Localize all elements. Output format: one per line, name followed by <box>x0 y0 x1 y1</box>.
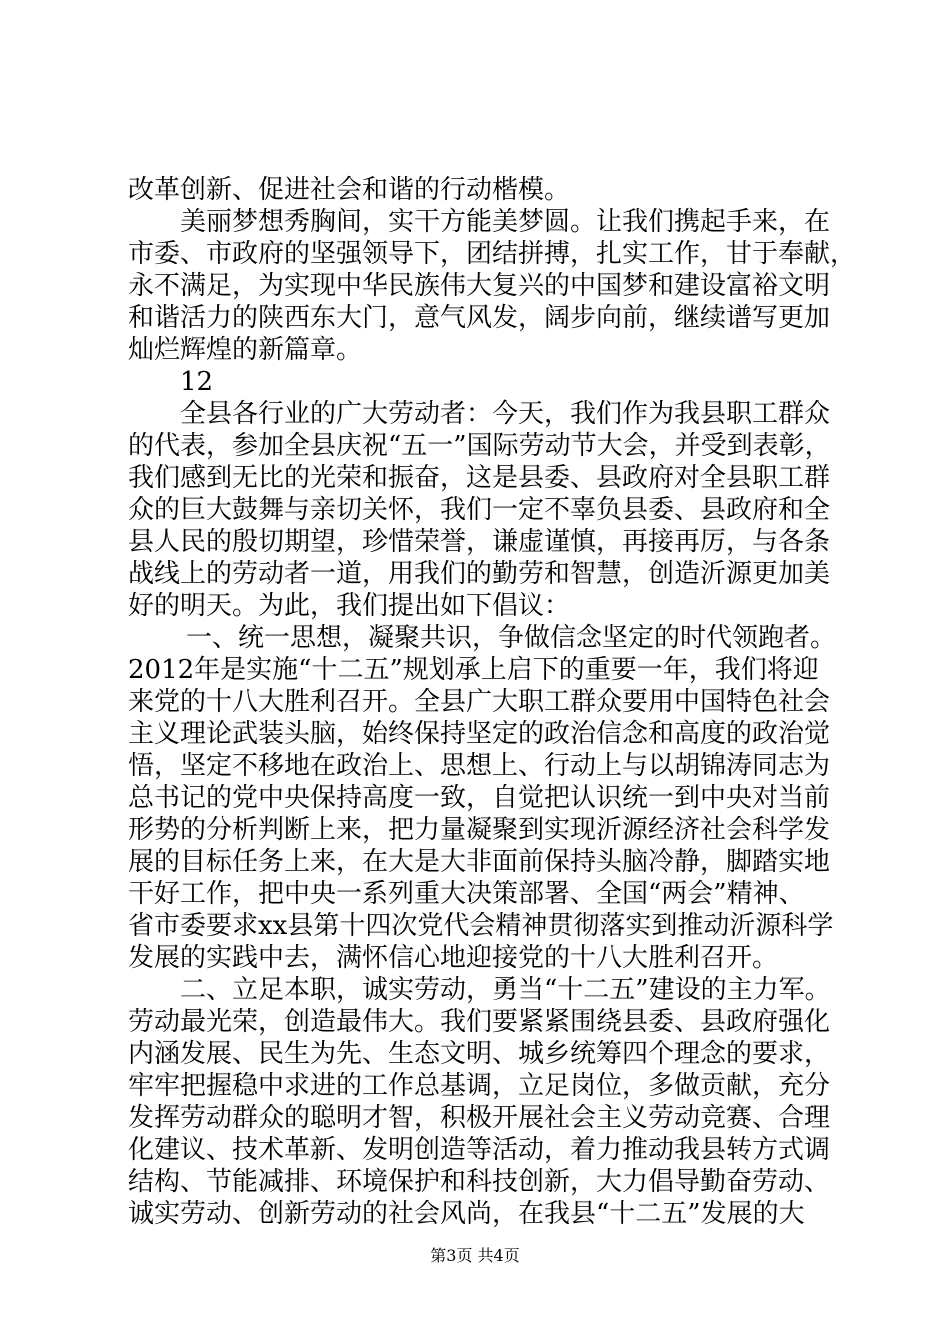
text-line: 牢牢把握稳中求进的工作总基调，立足岗位，多做贡献，充分 <box>128 1071 831 1101</box>
text-line: 二、立足本职，诚实劳动，勇当“十二五”建设的主力军。 <box>180 975 831 1005</box>
text-line: 来党的十八大胜利召开。全县广大职工群众要用中国特色社会 <box>128 687 831 717</box>
text-line: 发挥劳动群众的聪明才智，积极开展社会主义劳动竞赛、合理 <box>128 1103 831 1133</box>
text-line: 总书记的党中央保持高度一致，自觉把认识统一到中央对当前 <box>128 783 831 813</box>
text-line: 市委、市政府的坚强领导下，团结拼搏，扎实工作，甘于奉献， <box>128 239 857 269</box>
text-line: 内涵发展、民生为先、生态文明、城乡统筹四个理念的要求， <box>128 1039 831 1069</box>
text-line: 众的巨大鼓舞与亲切关怀，我们一定不辜负县委、县政府和全 <box>128 495 831 525</box>
text-line: 形势的分析判断上来，把力量凝聚到实现沂源经济社会科学发 <box>128 815 831 845</box>
text-line: 诚实劳动、创新劳动的社会风尚，在我县“十二五”发展的大 <box>128 1199 805 1229</box>
text-line: 主义理论武装头脑，始终保持坚定的政治信念和高度的政治觉 <box>128 719 831 749</box>
text-line: 2012年是实施“十二五”规划承上启下的重要一年，我们将迎 <box>128 655 819 685</box>
text-line: 干好工作，把中央一系列重大决策部署、全国“两会”精神、 <box>128 879 805 909</box>
text-line: 化建议、技术革新、发明创造等活动，着力推动我县转方式调 <box>128 1135 831 1165</box>
text-line: 战线上的劳动者一道，用我们的勤劳和智慧，创造沂源更加美 <box>128 559 831 589</box>
text-line: 好的明天。为此，我们提出如下倡议： <box>128 591 571 621</box>
text-line: 的代表，参加全县庆祝“五一”国际劳动节大会，并受到表彰， <box>128 431 831 461</box>
text-line: 展的目标任务上来，在大是大非面前保持头脑冷静，脚踏实地 <box>128 847 831 877</box>
text-line: 永不满足，为实现中华民族伟大复兴的中国梦和建设富裕文明 <box>128 271 831 301</box>
text-line: 改革创新、促进社会和谐的行动楷模。 <box>128 175 571 205</box>
text-line: 全县各行业的广大劳动者：今天，我们作为我县职工群众 <box>180 399 831 429</box>
text-line: 12 <box>180 367 214 397</box>
text-line: 和谐活力的陕西东大门，意气风发，阔步向前，继续谱写更加 <box>128 303 831 333</box>
text-line: 县人民的殷切期望，珍惜荣誉，谦虚谨慎，再接再厉，与各条 <box>128 527 831 557</box>
text-line: 劳动最光荣，创造最伟大。我们要紧紧围绕县委、县政府强化 <box>128 1007 831 1037</box>
text-line: 灿烂辉煌的新篇章。 <box>128 335 363 365</box>
text-line: 结构、节能减排、环境保护和科技创新，大力倡导勤奋劳动、 <box>128 1167 831 1197</box>
text-line: 悟，坚定不移地在政治上、思想上、行动上与以胡锦涛同志为 <box>128 751 831 781</box>
text-line: 一、统一思想，凝聚共识，争做信念坚定的时代领跑者。 <box>186 623 837 653</box>
text-line: 发展的实践中去，满怀信心地迎接党的十八大胜利召开。 <box>128 943 779 973</box>
text-line: 美丽梦想秀胸间，实干方能美梦圆。让我们携起手来，在 <box>180 207 831 237</box>
document-body <box>128 174 857 1230</box>
page-number: 第3页 共4页 <box>430 1246 520 1265</box>
text-line: 省市委要求xx县第十四次党代会精神贯彻落实到推动沂源科学 <box>128 911 834 941</box>
text-line: 我们感到无比的光荣和振奋，这是县委、县政府对全县职工群 <box>128 463 831 493</box>
